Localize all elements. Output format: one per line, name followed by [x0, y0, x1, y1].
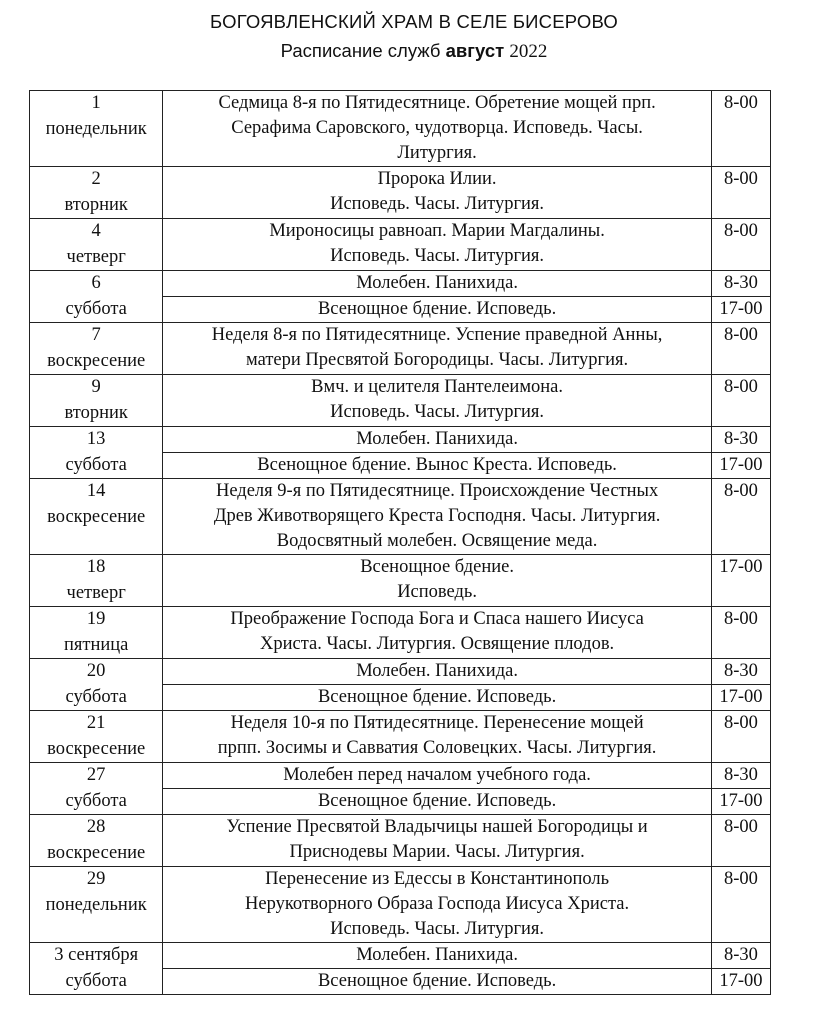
service-line: Всенощное бдение. Исповедь.	[317, 791, 557, 811]
service-line: Неделя 10-я по Пятидесятнице. Перенесение мощей	[230, 713, 644, 733]
day-weekday: понедельник	[45, 118, 147, 139]
service-time: 17-00	[711, 789, 770, 815]
day-cell	[30, 555, 163, 607]
day-date: 18	[86, 557, 106, 577]
service-line: Вмч. и целителя Пантелеимона.	[311, 377, 564, 397]
service-line: Седмица 8-я по Пятидесятнице. Обретение мощей прп.	[218, 93, 656, 113]
service-time: 8-00	[711, 479, 770, 555]
service-time: 8-00	[711, 607, 770, 659]
service-cell	[163, 271, 711, 297]
schedule-row	[30, 555, 771, 607]
service-cell	[163, 763, 711, 789]
day-cell	[30, 91, 163, 167]
service-line: матери Пресвятой Богородицы. Часы. Литургия.	[246, 350, 629, 370]
service-line: Всенощное бдение. Вынос Креста. Исповедь.	[257, 455, 617, 475]
day-cell	[30, 323, 163, 375]
service-line: Неделя 9-я по Пятидесятнице. Происхождение Честных	[215, 481, 659, 501]
service-time: 8-00	[711, 167, 770, 219]
service-cell	[163, 219, 711, 271]
service-line: Преображение Господа Бога и Спаса нашего Иисуса	[230, 609, 644, 629]
schedule-row	[30, 943, 771, 969]
day-cell	[30, 867, 163, 943]
service-cell	[163, 685, 711, 711]
schedule-row	[30, 167, 771, 219]
day-weekday: воскресение	[47, 738, 146, 759]
day-date: 13	[86, 429, 106, 449]
day-date: 28	[86, 817, 106, 837]
service-time: 17-00	[711, 297, 770, 323]
day-weekday: суббота	[65, 970, 127, 991]
day-date: 7	[91, 325, 101, 345]
service-time: 17-00	[711, 453, 770, 479]
day-weekday: пятница	[63, 634, 129, 655]
day-cell	[30, 479, 163, 555]
service-cell	[163, 91, 711, 167]
day-weekday: суббота	[65, 454, 127, 475]
service-line: Всенощное бдение.	[360, 557, 514, 577]
day-weekday: понедельник	[45, 894, 147, 915]
service-time: 8-00	[711, 711, 770, 763]
service-line: Молебен. Панихида.	[356, 429, 518, 449]
schedule-row	[30, 219, 771, 271]
day-cell	[30, 271, 163, 323]
service-time: 8-30	[711, 427, 770, 453]
service-line: Пророка Илии.	[377, 169, 497, 189]
service-time: 17-00	[711, 555, 770, 607]
day-date: 3 сентября	[54, 945, 139, 965]
service-line: Исповедь. Часы. Литургия.	[330, 402, 545, 422]
service-time: 17-00	[711, 969, 770, 995]
service-line: Исповедь. Часы. Литургия.	[330, 246, 545, 266]
service-cell	[163, 711, 711, 763]
schedule-row	[30, 271, 771, 297]
service-line: Приснодевы Марии. Часы. Литургия.	[289, 842, 585, 862]
service-line: Всенощное бдение. Исповедь.	[317, 687, 557, 707]
day-date: 2	[91, 169, 101, 189]
day-date: 4	[91, 221, 101, 241]
day-cell	[30, 167, 163, 219]
schedule-row	[30, 323, 771, 375]
service-cell	[163, 969, 711, 995]
service-time: 8-30	[711, 271, 770, 297]
schedule-row	[30, 375, 771, 427]
day-date: 21	[86, 713, 106, 733]
schedule-row	[30, 815, 771, 867]
day-weekday: вторник	[64, 194, 128, 215]
service-time: 8-30	[711, 763, 770, 789]
service-line: Молебен. Панихида.	[356, 945, 518, 965]
day-date: 14	[86, 481, 106, 501]
day-cell	[30, 375, 163, 427]
day-weekday: четверг	[66, 246, 126, 267]
service-time: 17-00	[711, 685, 770, 711]
service-line: Христа. Часы. Литургия. Освящение плодов.	[259, 634, 615, 654]
day-cell	[30, 219, 163, 271]
day-weekday: воскресение	[47, 506, 146, 527]
day-date: 29	[86, 869, 106, 889]
day-date: 9	[91, 377, 101, 397]
service-line: Исповедь.	[397, 582, 477, 602]
schedule-row	[30, 659, 771, 685]
service-line: Древ Животворящего Креста Господня. Часы. Литургия.	[213, 506, 661, 526]
service-line: Молебен перед началом учебного года.	[283, 765, 591, 785]
service-cell	[163, 607, 711, 659]
service-time: 8-00	[711, 815, 770, 867]
day-weekday: суббота	[65, 686, 127, 707]
service-line: Нерукотворного Образа Господа Иисуса Христа.	[245, 894, 630, 914]
day-weekday: воскресение	[47, 842, 146, 863]
schedule-table	[29, 90, 771, 995]
day-weekday: суббота	[65, 790, 127, 811]
day-date: 27	[86, 765, 106, 785]
day-cell	[30, 607, 163, 659]
service-cell	[163, 815, 711, 867]
day-weekday: воскресение	[47, 350, 146, 371]
service-cell	[163, 943, 711, 969]
schedule-row	[30, 479, 771, 555]
service-cell	[163, 867, 711, 943]
service-line: Неделя 8-я по Пятидесятнице. Успение праведной Анны,	[211, 325, 663, 345]
service-line: Перенесение из Едессы в Константинополь	[265, 869, 610, 889]
service-cell	[163, 789, 711, 815]
subtitle-month: август	[445, 40, 505, 61]
service-line: Исповедь. Часы. Литургия.	[330, 919, 545, 939]
service-cell	[163, 297, 711, 323]
schedule-row	[30, 427, 771, 453]
day-cell	[30, 659, 163, 711]
schedule-row	[30, 763, 771, 789]
day-cell	[30, 763, 163, 815]
day-date: 6	[91, 273, 101, 293]
service-line: Успение Пресвятой Владычицы нашей Богородицы и	[226, 817, 648, 837]
service-time: 8-00	[711, 323, 770, 375]
service-time: 8-30	[711, 943, 770, 969]
service-line: Мироносицы равноап. Марии Магдалины.	[269, 221, 605, 241]
service-line: Всенощное бдение. Исповедь.	[317, 299, 557, 319]
service-line: Всенощное бдение. Исповедь.	[317, 971, 557, 991]
day-cell	[30, 815, 163, 867]
service-line: Исповедь. Часы. Литургия.	[330, 194, 545, 214]
service-line: Водосвятный молебен. Освящение меда.	[276, 531, 598, 551]
service-time: 8-00	[711, 375, 770, 427]
subtitle-prefix: Расписание служб	[280, 40, 441, 61]
service-cell	[163, 323, 711, 375]
service-cell	[163, 659, 711, 685]
service-time: 8-00	[711, 91, 770, 167]
service-cell	[163, 427, 711, 453]
day-weekday: четверг	[66, 582, 126, 603]
service-line: Литургия.	[397, 143, 477, 163]
day-cell	[30, 427, 163, 479]
service-line: Молебен. Панихида.	[356, 273, 518, 293]
service-time: 8-30	[711, 659, 770, 685]
service-time: 8-00	[711, 867, 770, 943]
day-weekday: суббота	[65, 298, 127, 319]
subtitle-year: 2022	[509, 41, 548, 62]
service-line: прпп. Зосимы и Савватия Соловецких. Часы. Литургия.	[217, 738, 657, 758]
service-cell	[163, 479, 711, 555]
schedule-row	[30, 91, 771, 167]
day-date: 1	[91, 93, 101, 113]
page-title: БОГОЯВЛЕНСКИЙ ХРАМ В СЕЛЕ БИСЕРОВО	[210, 11, 618, 32]
service-line: Серафима Саровского, чудотворца. Исповедь. Часы.	[231, 118, 643, 138]
service-cell	[163, 375, 711, 427]
service-time: 8-00	[711, 219, 770, 271]
service-cell	[163, 555, 711, 607]
day-date: 20	[86, 661, 106, 681]
schedule-row	[30, 711, 771, 763]
page-subtitle	[0, 40, 828, 63]
day-weekday: вторник	[64, 402, 128, 423]
day-date: 19	[86, 609, 106, 629]
day-cell	[30, 711, 163, 763]
schedule-body	[30, 91, 771, 995]
service-cell	[163, 453, 711, 479]
service-line: Молебен. Панихида.	[356, 661, 518, 681]
service-cell	[163, 167, 711, 219]
schedule-row	[30, 867, 771, 943]
schedule-row	[30, 607, 771, 659]
day-cell	[30, 943, 163, 995]
